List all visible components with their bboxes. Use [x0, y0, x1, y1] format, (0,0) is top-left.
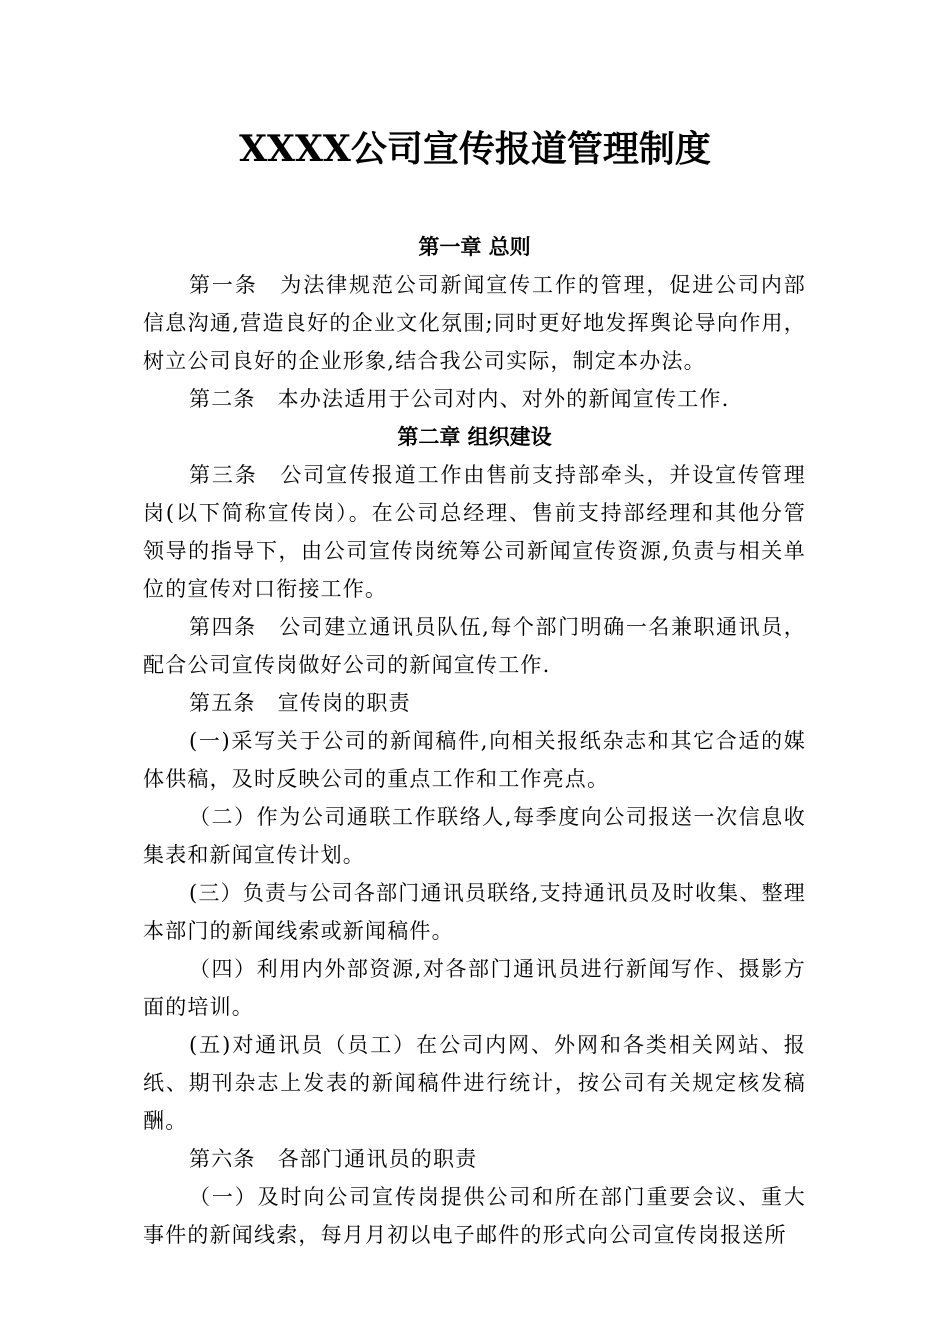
article-text: 公司宣传报道工作由售前支持部牵头，并设宣传管理岗(以下简称宣传岗）。在公司总经理、售前支持部经理和其他分管领导的指导下，由公司宣传岗统筹公司新闻宣传资源,负责与相关单位的宣传对口衔接工作。 [143, 463, 806, 601]
list-item: （二）作为公司通联工作联络人,每季度向公司报送一次信息收集表和新闻宣传计划。 [143, 805, 806, 867]
article-text: 公司建立通讯员队伍,每个部门明确一名兼职通讯员，配合公司宣传岗做好公司的新闻宣传工作. [143, 615, 806, 677]
list-item: （一）及时向公司宣传岗提供公司和所在部门重要会议、重大事件的新闻线索，每月月初以电子邮件的形式向公司宣传岗报送所 [143, 1185, 806, 1247]
article-text: 各部门通讯员的职责 [277, 1147, 478, 1171]
article-6 [143, 1140, 806, 1178]
article-text: 为法律规范公司新闻宣传工作的管理，促进公司内部信息沟通,营造良好的企业文化氛围;同时更好地发挥舆论导向作用，树立公司良好的企业形象,结合我公司实际，制定本办法。 [143, 273, 806, 373]
article-5 [143, 684, 806, 722]
chapter-heading: 第一章 总则 [418, 234, 531, 259]
article-label: 第四条 [189, 615, 257, 639]
article-3 [143, 456, 806, 608]
list-item: (一)采写关于公司的新闻稿件,向相关报纸杂志和其它合适的媒体供稿，及时反映公司的重点工作和工作亮点。 [143, 729, 806, 791]
article-label: 第一条 [189, 273, 258, 297]
list-item: (五)对通讯员（员工）在公司内网、外网和各类相关网站、报纸、期刊杂志上发表的新闻稿件进行统计，按公司有关规定核发稿酬。 [143, 1033, 806, 1133]
document-title: XXXX公司宣传报道管理制度 [239, 128, 711, 170]
document-body [143, 228, 806, 1254]
article-text: 本办法适用于公司对内、对外的新闻宣传工作. [277, 387, 730, 411]
chapter-heading: 第二章 组织建设 [397, 424, 552, 449]
article-label: 第二条 [189, 387, 256, 411]
article-1 [143, 266, 806, 380]
list-item: （四）利用内外部资源,对各部门通讯员进行新闻写作、摄影方面的培训。 [143, 957, 806, 1019]
article-4 [143, 608, 806, 684]
article-label: 第六条 [189, 1147, 256, 1171]
article-text: 宣传岗的职责 [277, 691, 411, 715]
article-label: 第三条 [189, 463, 258, 487]
article-label: 第五条 [189, 691, 256, 715]
list-item: (三）负责与公司各部门通讯员联络,支持通讯员及时收集、整理本部门的新闻线索或新闻稿件。 [143, 881, 806, 943]
article-2 [143, 380, 806, 418]
